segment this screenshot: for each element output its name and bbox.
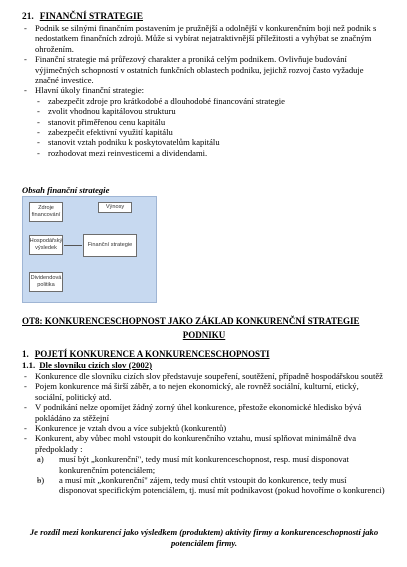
bullet-item: - Konkurence je vztah dvou a více subjektů (konkurentů): [22, 423, 386, 433]
condition-label: - b): [37, 475, 45, 486]
task-item: - stanovit vztah podniku k poskytovatelům kapitálu: [35, 137, 386, 147]
condition-label: - a): [37, 454, 44, 465]
condition-item: [35, 475, 386, 496]
finance-strategy-diagram: [22, 196, 157, 303]
section-1-1-number: 1.1.: [22, 360, 36, 370]
condition-text: a musí mít „konkurenční" zájem, tedy musí chtít vstoupit do konkurence, tedy musí disponovat specifickým potenciálem, tj. musí mít podnikavost (pokud hovoříme o konkurenci): [59, 475, 385, 496]
section-1-number: 1.: [22, 349, 29, 359]
bullet-item: - Konkurence dle slovníku cizích slov představuje soupeření, soutěžení, případně hospodářskou soutěž: [22, 371, 386, 381]
box-financni-strategie: Finanční strategie: [83, 234, 137, 257]
section-1-heading: [22, 349, 270, 359]
box-dividendova-politika: Dividendová politika: [29, 272, 63, 292]
section-1-1-title: Dle slovníku cizích slov (2002): [39, 360, 153, 370]
task-item: - zabezpečit efektivní využití kapitálu: [35, 127, 386, 137]
conclusion-text: Je rozdíl mezi konkurencí jako výsledkem (produktem) aktivity firmy a konkurenceschopností jako potenciálem firmy.: [29, 527, 379, 548]
bullet-item: - Pojem konkurence má širší záběr, a to nejen ekonomický, ale rovněž sociální, kulturní, etický, sociální, politický atd.: [22, 381, 386, 402]
main-tasks-list: [35, 96, 386, 158]
ot8-heading-line2: PODNIKU: [182, 330, 226, 341]
condition-item: [35, 454, 386, 475]
ot8-heading: [22, 316, 386, 341]
diagram-caption: Obsah finanční strategie: [22, 185, 110, 195]
bullet-item: - V podnikání nelze opomíjet žádný zorný úhel konkurence, přestože ekonomické hledisko bývá pokládáno za stěžejní: [22, 402, 386, 423]
box-vynosy: Výnosy: [98, 202, 132, 213]
bullet-item: - Finanční strategie má průřezový charakter a proniká celým podnikem. Ovlivňuje budování výjimečných schopností v ostatních funkčních oblastech podniku, jejichž rozvoj často vyžaduje značné investice.: [22, 54, 386, 85]
section-21-number: 21.: [22, 12, 34, 22]
section-1-1-heading: [22, 360, 152, 370]
bullet-item: - Podnik se silnými finančním postavením je pružnější a odolnější v konkurenčním boji než podnik s nedostatkem finančních zdrojů. Může si vybírat nejatraktivnější příležitosti a vyhýbat se značným ohrožením.: [22, 23, 386, 54]
section-21-bullets: [22, 23, 386, 158]
bullet-item: [22, 85, 386, 158]
task-item: - zabezpečit zdroje pro krátkodobé a dlouhodobé financování strategie: [35, 96, 386, 106]
condition-text: musí být „konkurenční", tedy musí mít konkurenceschopnost, resp. musí disponovat konkurenčním potenciálem;: [59, 454, 349, 475]
section-21-heading: [22, 12, 143, 22]
bullet-text: Hlavní úkoly finanční strategie:: [35, 85, 145, 96]
bullet-text: Konkurent, aby vůbec mohl vstoupit do konkurenčního vztahu, musí splňovat minimálně dva předpoklady :: [35, 433, 357, 454]
task-item: - stanovit přiměřenou cenu kapitálu: [35, 117, 386, 127]
box-zdroje: Zdroje financování: [29, 202, 63, 222]
ot8-heading-line1: OT8: KONKURENCESCHOPNOST JAKO ZÁKLAD KONKURENČNÍ STRATEGIE: [22, 316, 360, 326]
task-item: - zvolit vhodnou kapitálovou strukturu: [35, 106, 386, 116]
box-hospodarsky-vysledek: Hospodářský výsledek: [29, 235, 63, 255]
arrow-connector: [64, 245, 82, 246]
section-21-title: FINANČNÍ STRATEGIE: [39, 12, 143, 22]
conditions-list: [35, 454, 386, 496]
section-1-bullets: [22, 371, 386, 496]
task-item: - rozhodovat mezi reinvesticemi a dividendami.: [35, 148, 386, 158]
section-1-title: POJETÍ KONKURENCE A KONKURENCESCHOPNOSTI: [34, 349, 270, 359]
bullet-item: [22, 433, 386, 495]
